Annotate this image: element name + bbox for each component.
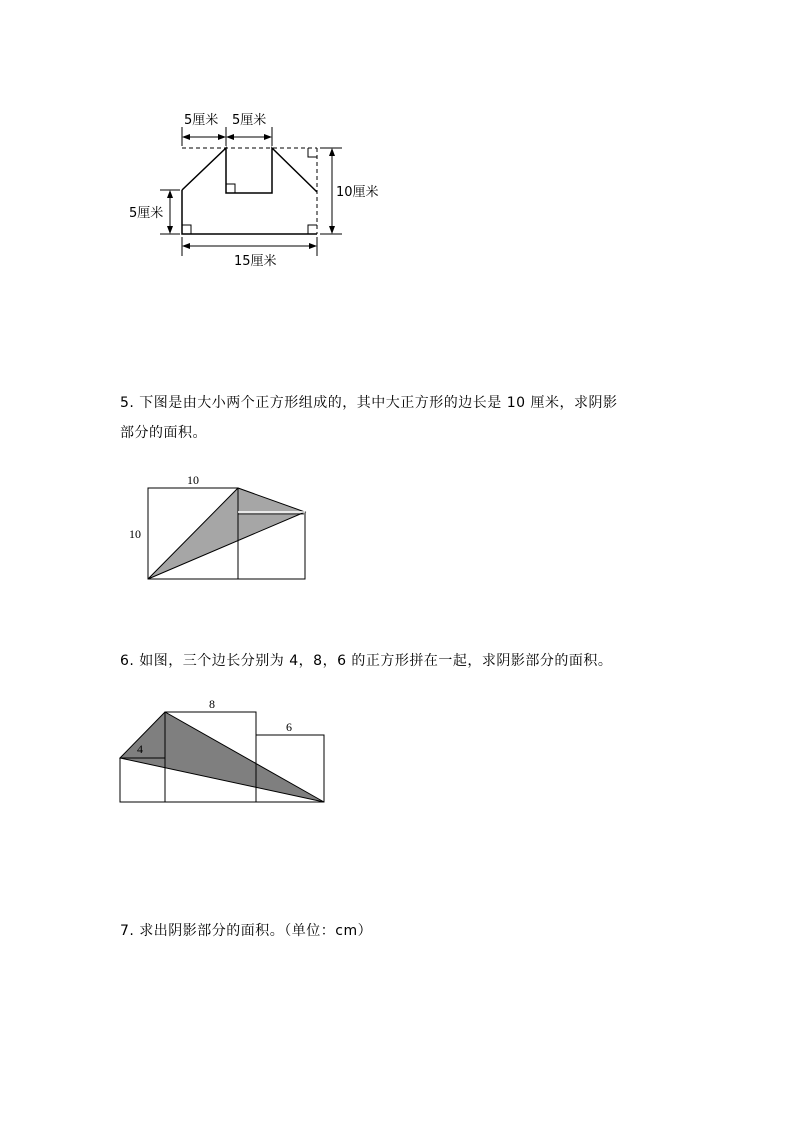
top-left-label: 5厘米 xyxy=(184,113,219,128)
label-side-6: 6 xyxy=(286,720,292,734)
figure-q4 xyxy=(120,100,400,275)
question-7-text: 7. 求出阴影部分的面积。（单位：cm） xyxy=(120,923,373,939)
right-angle-mark xyxy=(182,225,191,234)
bottom-label: 15厘米 xyxy=(234,254,277,269)
shaded-triangle xyxy=(120,712,324,802)
left-cut-line xyxy=(182,148,317,193)
figure-q5 xyxy=(120,465,320,590)
label-side-8: 8 xyxy=(209,697,215,711)
left-side-label: 10 xyxy=(129,527,141,541)
question-6-text: 6. 如图，三个边长分别为 4，8，6 的正方形拼在一起，求阴影部分的面积。 xyxy=(120,653,613,669)
solid-outline xyxy=(182,190,317,234)
question-5-line-2: 部分的面积。 xyxy=(120,425,207,441)
shaded-triangle xyxy=(148,488,305,579)
question-5-line-1: 5. 下图是由大小两个正方形组成的，其中大正方形的边长是 10 厘米，求阴影 xyxy=(120,395,618,411)
right-angle-mark xyxy=(308,148,317,157)
right-label: 10厘米 xyxy=(336,185,379,200)
top-side-label: 10 xyxy=(187,473,199,487)
top-right-label: 5厘米 xyxy=(232,113,267,128)
figure-q6 xyxy=(115,695,335,807)
right-angle-mark xyxy=(308,225,317,234)
question-5-text xyxy=(120,388,680,448)
left-label: 5厘米 xyxy=(129,206,164,221)
right-angle-mark xyxy=(226,184,235,193)
label-side-4: 4 xyxy=(137,742,143,756)
